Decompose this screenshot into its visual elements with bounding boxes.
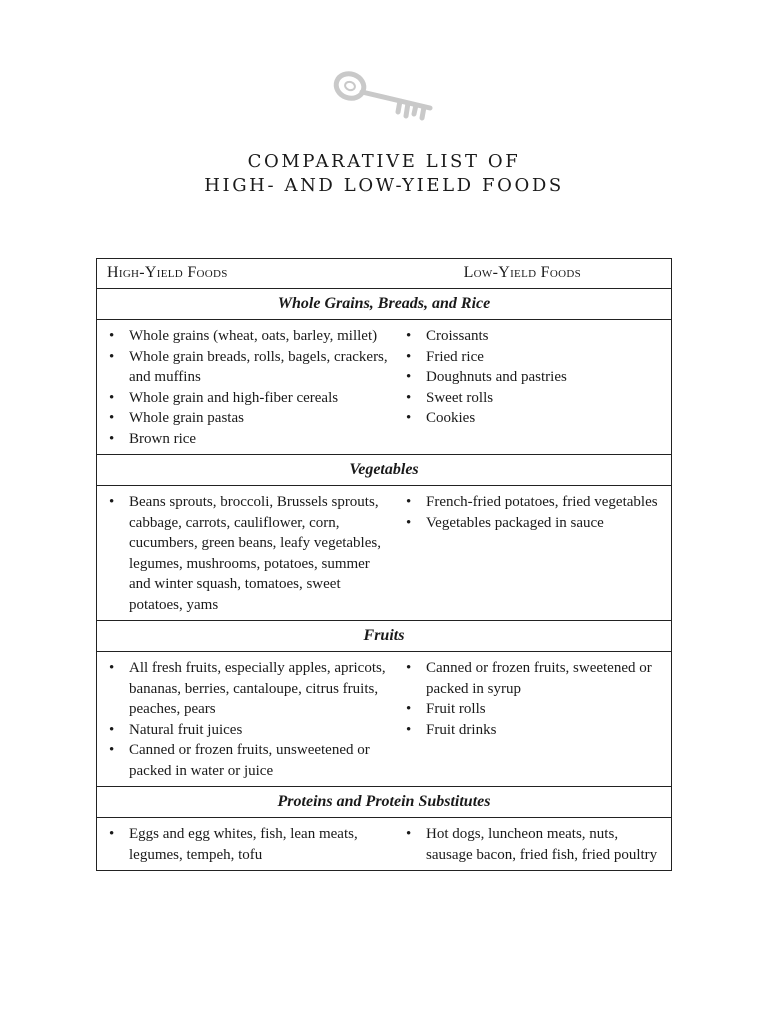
high-yield-header: High-Yield Foods: [107, 264, 228, 282]
low-yield-list: [404, 658, 671, 740]
header-row: [97, 259, 672, 289]
high-yield-list: [107, 326, 395, 449]
food-list-row: [97, 818, 672, 871]
table-body: [97, 289, 672, 871]
low-yield-header: Low-Yield Foods: [463, 264, 581, 282]
list-item: • French-fried potatoes, fried vegetables: [404, 492, 671, 513]
food-list-row: [97, 320, 672, 455]
list-item: • Brown rice: [107, 429, 395, 450]
list-item: • Whole grain pastas: [107, 408, 395, 429]
list-item: • Cookies: [404, 408, 671, 429]
food-list-row: [97, 486, 672, 621]
high-yield-list: [107, 824, 395, 865]
food-list-row: [97, 652, 672, 787]
list-item: • Fruit drinks: [404, 720, 671, 741]
category-row: [97, 787, 672, 818]
comparison-table: [96, 258, 672, 871]
list-item: • Natural fruit juices: [107, 720, 395, 741]
title-line-2: HIGH- AND LOW-YIELD FOODS: [204, 175, 564, 196]
list-item: • Canned or frozen fruits, sweetened or packed in syrup: [404, 658, 671, 699]
category-heading: Vegetables: [349, 461, 419, 478]
list-item: • Whole grain and high-fiber cereals: [107, 388, 395, 409]
list-item: • Fruit rolls: [404, 699, 671, 720]
category-row: [97, 621, 672, 652]
list-item: • Canned or frozen fruits, unsweetened or packed in water or juice: [107, 740, 395, 781]
list-item: • Eggs and egg whites, fish, lean meats, legumes, tempeh, tofu: [107, 824, 395, 865]
title-line-1: COMPARATIVE LIST OF: [247, 151, 521, 172]
category-heading: Whole Grains, Breads, and Rice: [277, 295, 491, 312]
high-yield-list: [107, 658, 395, 781]
page-title: [0, 150, 768, 198]
low-yield-list: [404, 326, 671, 429]
list-item: • Fried rice: [404, 347, 671, 368]
high-yield-list: [107, 492, 395, 615]
list-item: • Beans sprouts, broccoli, Brussels sprouts, cabbage, carrots, cauliflower, corn, cucumbers, green beans, leafy vegetables, legumes, mushrooms, potatoes, summer and winter squash, tomatoes, sweet potatoes, yams: [107, 492, 395, 615]
list-item: • Vegetables packaged in sauce: [404, 513, 671, 534]
category-row: [97, 455, 672, 486]
list-item: • Whole grains (wheat, oats, barley, millet): [107, 326, 395, 347]
key-icon: [330, 66, 438, 130]
list-item: • Sweet rolls: [404, 388, 671, 409]
list-item: • Whole grain breads, rolls, bagels, crackers, and muffins: [107, 347, 395, 388]
list-item: • Hot dogs, luncheon meats, nuts, sausage bacon, fried fish, fried poultry: [404, 824, 671, 865]
category-heading: Proteins and Protein Substitutes: [277, 793, 491, 810]
category-heading: Fruits: [363, 627, 405, 644]
list-item: • All fresh fruits, especially apples, apricots, bananas, berries, cantaloupe, citrus fruits, peaches, pears: [107, 658, 395, 720]
list-item: • Doughnuts and pastries: [404, 367, 671, 388]
low-yield-list: [404, 492, 671, 533]
list-item: • Croissants: [404, 326, 671, 347]
category-row: [97, 289, 672, 320]
low-yield-list: [404, 824, 671, 865]
